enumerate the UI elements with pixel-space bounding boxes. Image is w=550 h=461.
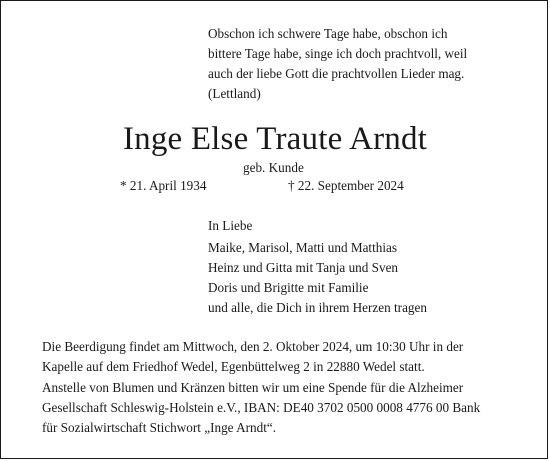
quote-source: (Lettland) xyxy=(208,86,261,101)
quote-line: auch der liebe Gott die prachtvollen Lieder mag. xyxy=(208,66,465,81)
deceased-name: Inge Else Traute Arndt xyxy=(122,121,428,157)
mourners-intro: In Liebe xyxy=(208,218,253,233)
mourner-line: Doris und Brigitte mit Familie xyxy=(208,280,369,295)
funeral-info xyxy=(42,337,463,377)
funeral-line: Die Beerdigung findet am Mittwoch, den 2. Oktober 2024, um 10:30 Uhr in der xyxy=(42,339,464,354)
death-date: † 22. September 2024 xyxy=(288,178,404,193)
birth-date: * 21. April 1934 xyxy=(120,178,207,193)
donation-line: Anstelle von Blumen und Kränzen bitten wir um eine Spende für die Alzheimer xyxy=(42,380,464,395)
funeral-line: Kapelle auf dem Friedhof Wedel, Egenbüttelweg 2 in 22880 Wedel statt. xyxy=(42,359,425,374)
epigraph-quote xyxy=(208,24,467,104)
maiden-name: geb. Kunde xyxy=(243,160,304,175)
donation-line: Gesellschaft Schleswig-Holstein e.V., IBAN: DE40 3702 0500 0008 4776 00 Bank xyxy=(42,400,481,415)
mourner-line: und alle, die Dich in ihrem Herzen tragen xyxy=(208,300,427,315)
donation-line: für Sozialwirtschaft Stichwort „Inge Arndt“. xyxy=(42,420,277,435)
quote-line: bittere Tage habe, singe ich doch prachtvoll, weil xyxy=(208,46,468,61)
quote-line: Obschon ich schwere Tage habe, obschon ich xyxy=(208,26,448,41)
mourners-list xyxy=(208,238,427,318)
donation-info xyxy=(42,378,480,438)
mourner-line: Maike, Marisol, Matti und Matthias xyxy=(208,240,397,255)
mourner-line: Heinz und Gitta mit Tanja und Sven xyxy=(208,260,399,275)
